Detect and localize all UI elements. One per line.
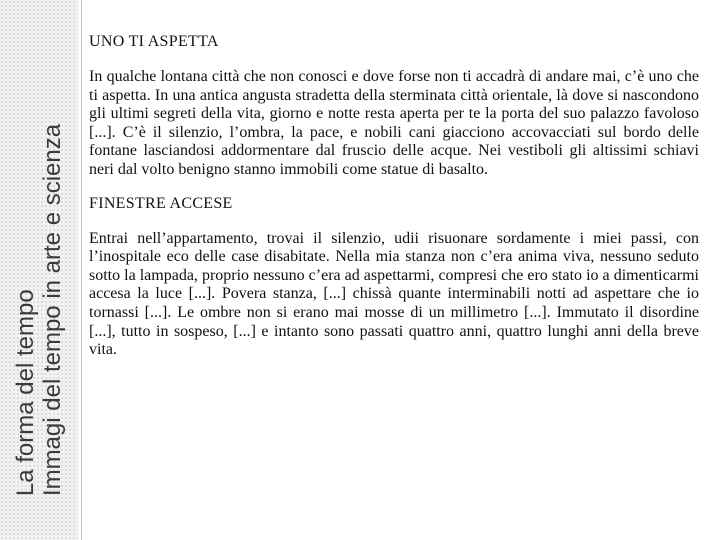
- section-finestre-accese: [89, 194, 699, 360]
- slide-content: [89, 32, 699, 374]
- section-body: Entrai nell’appartamento, trovai il silenzio, udii risuonare sordamente i miei passi, con l’inospitale eco delle case disabitate. Nella mia stanza non c’era anima viva, nessuno seduto sotto la lampada, proprio nessuno c’era ad aspettarmi, compresi che ero stato io a dimenticarmi accesa la luce [...]. Povera stanza, [...] chissà quante interminabili notti ad aspettare che io tornassi [...]. Le ombre non si erano mai mosse di un millimetro [...]. Immutato il disordine [...], tutto in sospeso, [...] e intanto sono passati quattro anni, quattro lunghi anni della breve vita.: [89, 229, 699, 359]
- section-uno-ti-aspetta: [89, 32, 699, 180]
- section-title: FINESTRE ACCESE: [89, 194, 233, 212]
- sidebar-title-line1: La forma del tempo: [12, 289, 39, 497]
- section-body: In qualche lontana città che non conosci e dove forse non ti accadrà di andare mai, c’è uno che ti aspetta. In una antica angusta stradetta della sterminata città orientale, là dove si nascondono gli ultimi segreti della vita, giorno e notte resta aperta per te la porta del suo palazzo favoloso [...]. C’è il silenzio, l’ombra, la pace, e nobili cani giacciono accovacciati sul bordo delle fontane lasciandosi addormentare dal fruscio delle acque. Nei vestiboli gli altissimi schiavi neri dal volto benigno stanno immobili come statue di basalto.: [89, 68, 699, 178]
- sidebar-title: [12, 124, 66, 496]
- sidebar-title-line2: Immagi del tempo in arte e scienza: [39, 123, 66, 497]
- sidebar-band: [0, 0, 78, 540]
- sidebar-divider: [81, 0, 82, 540]
- section-title: UNO TI ASPETTA: [89, 33, 219, 50]
